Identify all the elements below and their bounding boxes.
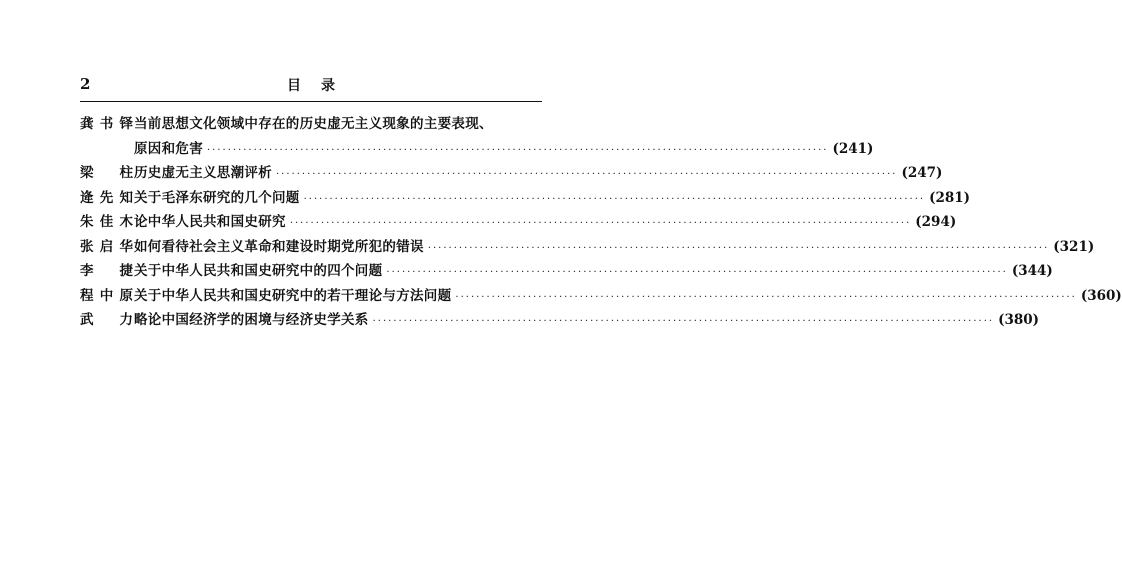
header-rule — [80, 101, 542, 102]
toc-line — [80, 284, 1122, 309]
toc-entry[interactable] — [80, 235, 1095, 260]
toc-title: 关于毛泽东研究的几个问题 — [134, 189, 300, 206]
page-header — [80, 73, 542, 97]
dot-leader: ························································································································ — [303, 193, 926, 205]
toc-page-number: (281) — [929, 189, 971, 206]
toc-title: 关于中华人民共和国史研究中的若干理论与方法问题 — [134, 287, 452, 304]
toc-title: 关于中华人民共和国史研究中的四个问题 — [134, 263, 383, 279]
table-of-contents — [80, 112, 1122, 333]
toc-page-number: (344) — [1011, 263, 1053, 279]
dot-leader: ························································································································ — [427, 242, 1050, 254]
toc-author: 程中原 — [80, 287, 134, 304]
toc-title: 略论中国经济学的困境与经济史学关系 — [134, 312, 369, 328]
toc-line — [80, 259, 1053, 284]
toc-entry[interactable] — [80, 308, 1040, 333]
toc-page-number: (321) — [1053, 238, 1095, 255]
dot-leader: ························································································································ — [207, 144, 829, 156]
toc-line — [80, 308, 1040, 333]
toc-title: 论中华人民共和国史研究 — [134, 214, 286, 230]
toc-author: 李捷 — [80, 263, 134, 279]
dot-leader: ························································································································ — [455, 291, 1077, 303]
toc-page-number: (241) — [832, 140, 874, 157]
toc-author: 朱佳木 — [80, 214, 134, 230]
dot-leader: ························································································································ — [386, 267, 1008, 278]
toc-entry[interactable] — [80, 259, 1053, 284]
dot-leader: ························································································································ — [276, 169, 898, 180]
toc-title: 原因和危害 — [134, 140, 203, 157]
toc-page-number: (360) — [1080, 287, 1122, 304]
toc-title: 如何看待社会主义革命和建设时期党所犯的错误 — [134, 238, 424, 255]
toc-entry[interactable] — [80, 210, 957, 235]
toc-entry[interactable] — [80, 284, 1122, 309]
toc-page-number: (380) — [998, 312, 1040, 328]
toc-line — [80, 210, 957, 235]
toc-entry[interactable] — [80, 112, 874, 161]
toc-line — [80, 161, 943, 186]
toc-line — [80, 235, 1095, 260]
toc-author: 张启华 — [80, 238, 134, 255]
toc-title: 历史虚无主义思潮评析 — [134, 165, 272, 181]
dot-leader: ························································································································ — [289, 218, 912, 229]
page-number: 2 — [80, 75, 91, 93]
toc-entry[interactable] — [80, 161, 943, 186]
toc-author: 梁柱 — [80, 165, 134, 181]
toc-author: 龚书铎 — [80, 116, 134, 132]
toc-page-number: (247) — [901, 165, 943, 181]
toc-line — [80, 137, 874, 162]
toc-author: 逄先知 — [80, 189, 134, 206]
toc-line — [80, 186, 971, 211]
toc-entry[interactable] — [80, 186, 971, 211]
toc-page-number: (294) — [915, 214, 957, 230]
dot-leader: ························································································································ — [372, 316, 995, 327]
toc-line — [80, 112, 542, 137]
toc-author: 武力 — [80, 312, 134, 328]
running-title: 目录 — [287, 78, 355, 94]
toc-title: 当前思想文化领域中存在的历史虚无主义现象的主要表现、 — [134, 116, 493, 132]
